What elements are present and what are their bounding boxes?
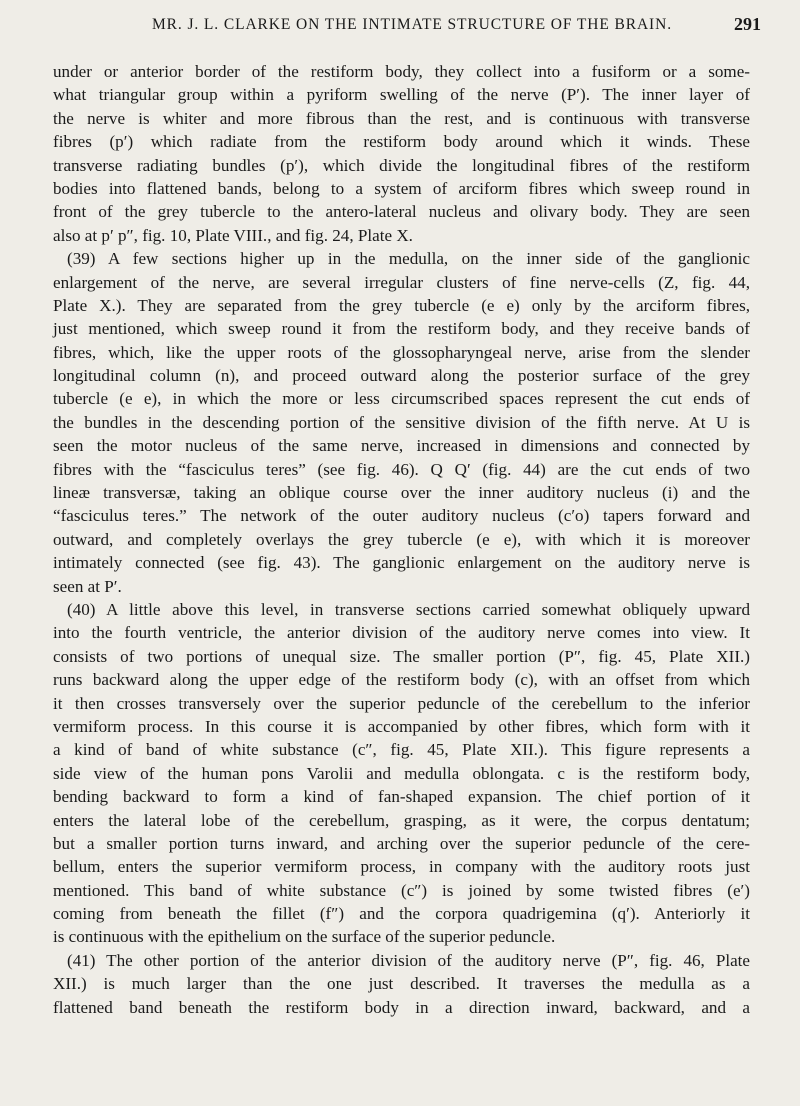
text-line: bellum, enters the superior vermiform process, in company with the auditory roots just [53, 857, 750, 877]
text-line: coming from beneath the fillet (f″) and the corpora quadrigemina (q′). Anteriorly it [53, 904, 750, 924]
text-line: Plate X.). They are separated from the grey tubercle (e e) only by the arciform fibres, [53, 295, 750, 315]
text-line: tubercle (e e), in which the more or less circumscribed spaces represent the cut ends of [53, 389, 750, 409]
text-line: but a smaller portion turns inward, and arching over the superior peduncle of the cere- [53, 833, 750, 853]
text-line: seen the motor nucleus of the same nerve, increased in dimensions and connected by [53, 436, 750, 456]
text-line: mentioned. This band of white substance (c″) is joined by some twisted fibres (e′) [53, 880, 750, 900]
text-line: into the fourth ventricle, the anterior division of the auditory nerve comes into view. It [53, 623, 750, 643]
running-head: MR. J. L. CLARKE ON THE INTIMATE STRUCTURE OF THE BRAIN. [151, 16, 672, 33]
page-number: 291 [734, 14, 761, 34]
text-line: is continuous with the epithelium on the surface of the superior peduncle. [53, 927, 556, 947]
text-line: front of the grey tubercle to the antero-lateral nucleus and olivary body. They are seen [53, 202, 750, 222]
text-line: fibres (p′) which radiate from the restiform body around which it winds. These [53, 132, 750, 152]
text-line: under or anterior border of the restiform body, they collect into a fusiform or a some- [53, 62, 750, 81]
text-line: flattened band beneath the restiform body in a direction inward, backward, and a [53, 997, 750, 1017]
paragraph-start-40: (40) A little above this level, in transverse sections carried somewhat obliquely upward [67, 599, 750, 619]
text-line: XII.) is much larger than the one just described. It traverses the medulla as a [53, 974, 750, 994]
text-line: fibres with the “fasciculus teres” (see fig. 46). Q Q′ (fig. 44) are the cut ends of two [53, 459, 750, 479]
paragraph-start-39: (39) A few sections higher up in the medulla, on the inner side of the ganglionic [67, 249, 750, 269]
text-line: outward, and completely overlays the grey tubercle (e e), with which it is moreover [53, 529, 750, 549]
text-line: lineæ transversæ, taking an oblique course over the inner auditory nucleus (i) and the [53, 483, 750, 503]
text-line: intimately connected (see fig. 43). The ganglionic enlargement on the auditory nerve is [53, 553, 750, 573]
text-line: “fasciculus teres.” The network of the outer auditory nucleus (c′o) tapers forward and [53, 506, 750, 526]
text-line: longitudinal column (n), and proceed outward along the posterior surface of the grey [53, 366, 750, 386]
text-line: enters the lateral lobe of the cerebellum, grasping, as it were, the corpus dentatum; [53, 810, 750, 830]
text-line: enlargement of the nerve, are several irregular clusters of fine nerve-cells (Z, fig. 44, [53, 272, 750, 292]
text-line: bodies into flattened bands, belong to a system of arciform fibres which sweep round in [53, 178, 750, 198]
text-line: side view of the human pons Varolii and medulla oblongata. c is the restiform body, [53, 763, 750, 783]
text-line: seen at P′. [53, 576, 122, 596]
text-line: what triangular group within a pyriform swelling of the nerve (P′). The inner layer of [53, 85, 750, 105]
text-line: consists of two portions of unequal size. The smaller portion (P″, fig. 45, Plate XII.) [53, 646, 750, 666]
text-line: fibres, which, like the upper roots of the glossopharyngeal nerve, arise from the slender [53, 342, 750, 362]
text-line: also at p′ p″, fig. 10, Plate VIII., and fig. 24, Plate X. [53, 225, 413, 245]
text-line: the nerve is whiter and more fibrous than the rest, and is continuous with transverse [53, 108, 750, 128]
text-line: vermiform process. In this course it is accompanied by other fibres, which form with it [53, 716, 750, 736]
text-line: the bundles in the descending portion of the sensitive division of the fifth nerve. At U is [53, 412, 750, 432]
text-line: a kind of band of white substance (c″, fig. 45, Plate XII.). This figure represents a [53, 740, 750, 760]
body-text [53, 60, 750, 1019]
text-line: it then crosses transversely over the superior peduncle of the cerebellum to the inferior [53, 693, 750, 713]
text-line: runs backward along the upper edge of the restiform body (c), with an offset from which [53, 670, 750, 690]
text-line: just mentioned, which sweep round it from the restiform body, and they receive bands of [53, 319, 750, 339]
paragraph-start-41: (41) The other portion of the anterior division of the auditory nerve (P″, fig. 46, Plate [67, 950, 750, 970]
text-line: transverse radiating bundles (p′), which divide the longitudinal fibres of the restiform [53, 155, 750, 175]
text-line: bending backward to form a kind of fan-shaped expansion. The chief portion of it [53, 787, 750, 807]
